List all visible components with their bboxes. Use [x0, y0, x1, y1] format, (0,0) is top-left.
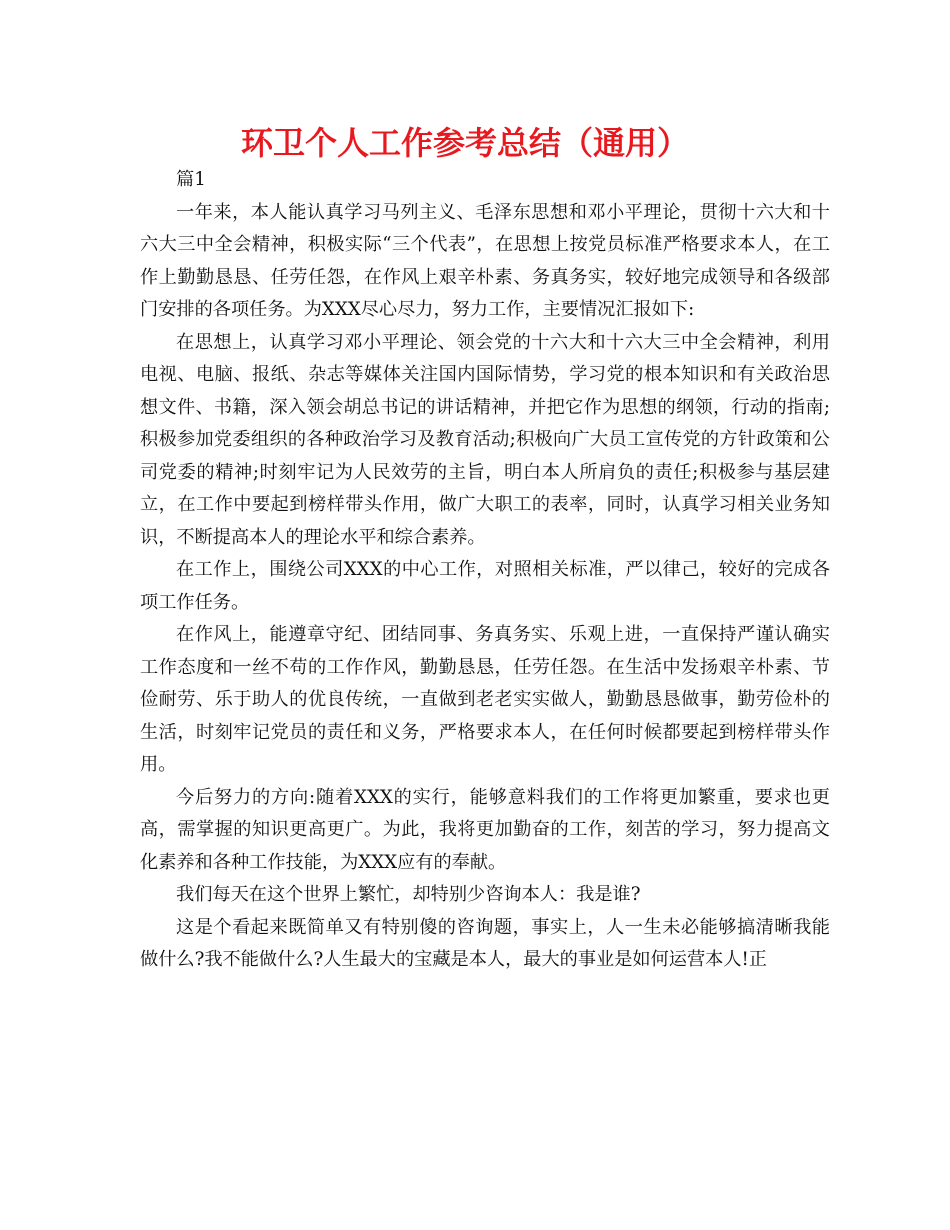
document-title: 环卫个人工作参考总结（通用） — [240, 124, 689, 162]
paragraph-6: 我们每天在这个世界上繁忙，却特别少咨询本人：我是谁? — [176, 884, 641, 905]
paragraph-5: 今后努力的方向:随着XXX的实行，能够意料我们的工作将更加繁重，要求也更高，需掌握的知识更高更广。为此，我将更加勤奋的工作，刻苦的学习，努力提高文化素养和各种工作技能，为XXX应有的奉献。 — [140, 786, 830, 873]
paragraph-2: 在思想上，认真学习邓小平理论、领会党的十六大和十六大三中全会精神，利用电视、电脑、报纸、杂志等媒体关注国内国际情势，学习党的根本知识和有关政治思想文件、书籍，深入领会胡总书记的讲话精神，并把它作为思想的纲领，行动的指南;积极参加党委组织的各种政治学习及教育活动;积极向广大员工宣传党的方针政策和公司党委的精神;时刻牢记为人民效劳的主旨，明白本人所肩负的责任;积极参与基层建立，在工作中要起到榜样带头作用，做广大职工的表率，同时，认真学习相关业务知识，不断提高本人的理论水平和综合素养。 — [140, 331, 830, 548]
section-label: 篇1 — [176, 169, 206, 190]
paragraph-4: 在作风上，能遵章守纪、团结同事、务真务实、乐观上进，一直保持严谨认确实工作态度和一丝不苟的工作作风，勤勤恳恳，任劳任怨。在生活中发扬艰辛朴素、节俭耐劳、乐于助人的优良传统，一直做到老老实实做人，勤勤恳恳做事，勤劳俭朴的生活，时刻牢记党员的责任和义务，严格要求本人，在任何时候都要起到榜样带头作用。 — [140, 624, 830, 775]
paragraph-1: 一年来，本人能认真学习马列主义、毛泽东思想和邓小平理论，贯彻十六大和十六大三中全会精神，积极实际“三个代表”，在思想上按党员标准严格要求本人，在工作上勤勤恳恳、任劳任怨，在作风上艰辛朴素、务真务实，较好地完成领导和各级部门安排的各项任务。为XXX尽心尽力，努力工作，主要情况汇报如下: — [140, 201, 830, 320]
paragraph-7: 这是个看起来既简单又有特别傻的咨询题，事实上，人一生未必能够搞清晰我能做什么?我不能做什么?人生最大的宝藏是本人，最大的事业是如何运营本人!正 — [140, 916, 830, 970]
paragraph-3: 在工作上，围绕公司XXX的中心工作，对照相关标准，严以律己，较好的完成各项工作任务。 — [140, 559, 830, 613]
document-body — [140, 164, 830, 977]
